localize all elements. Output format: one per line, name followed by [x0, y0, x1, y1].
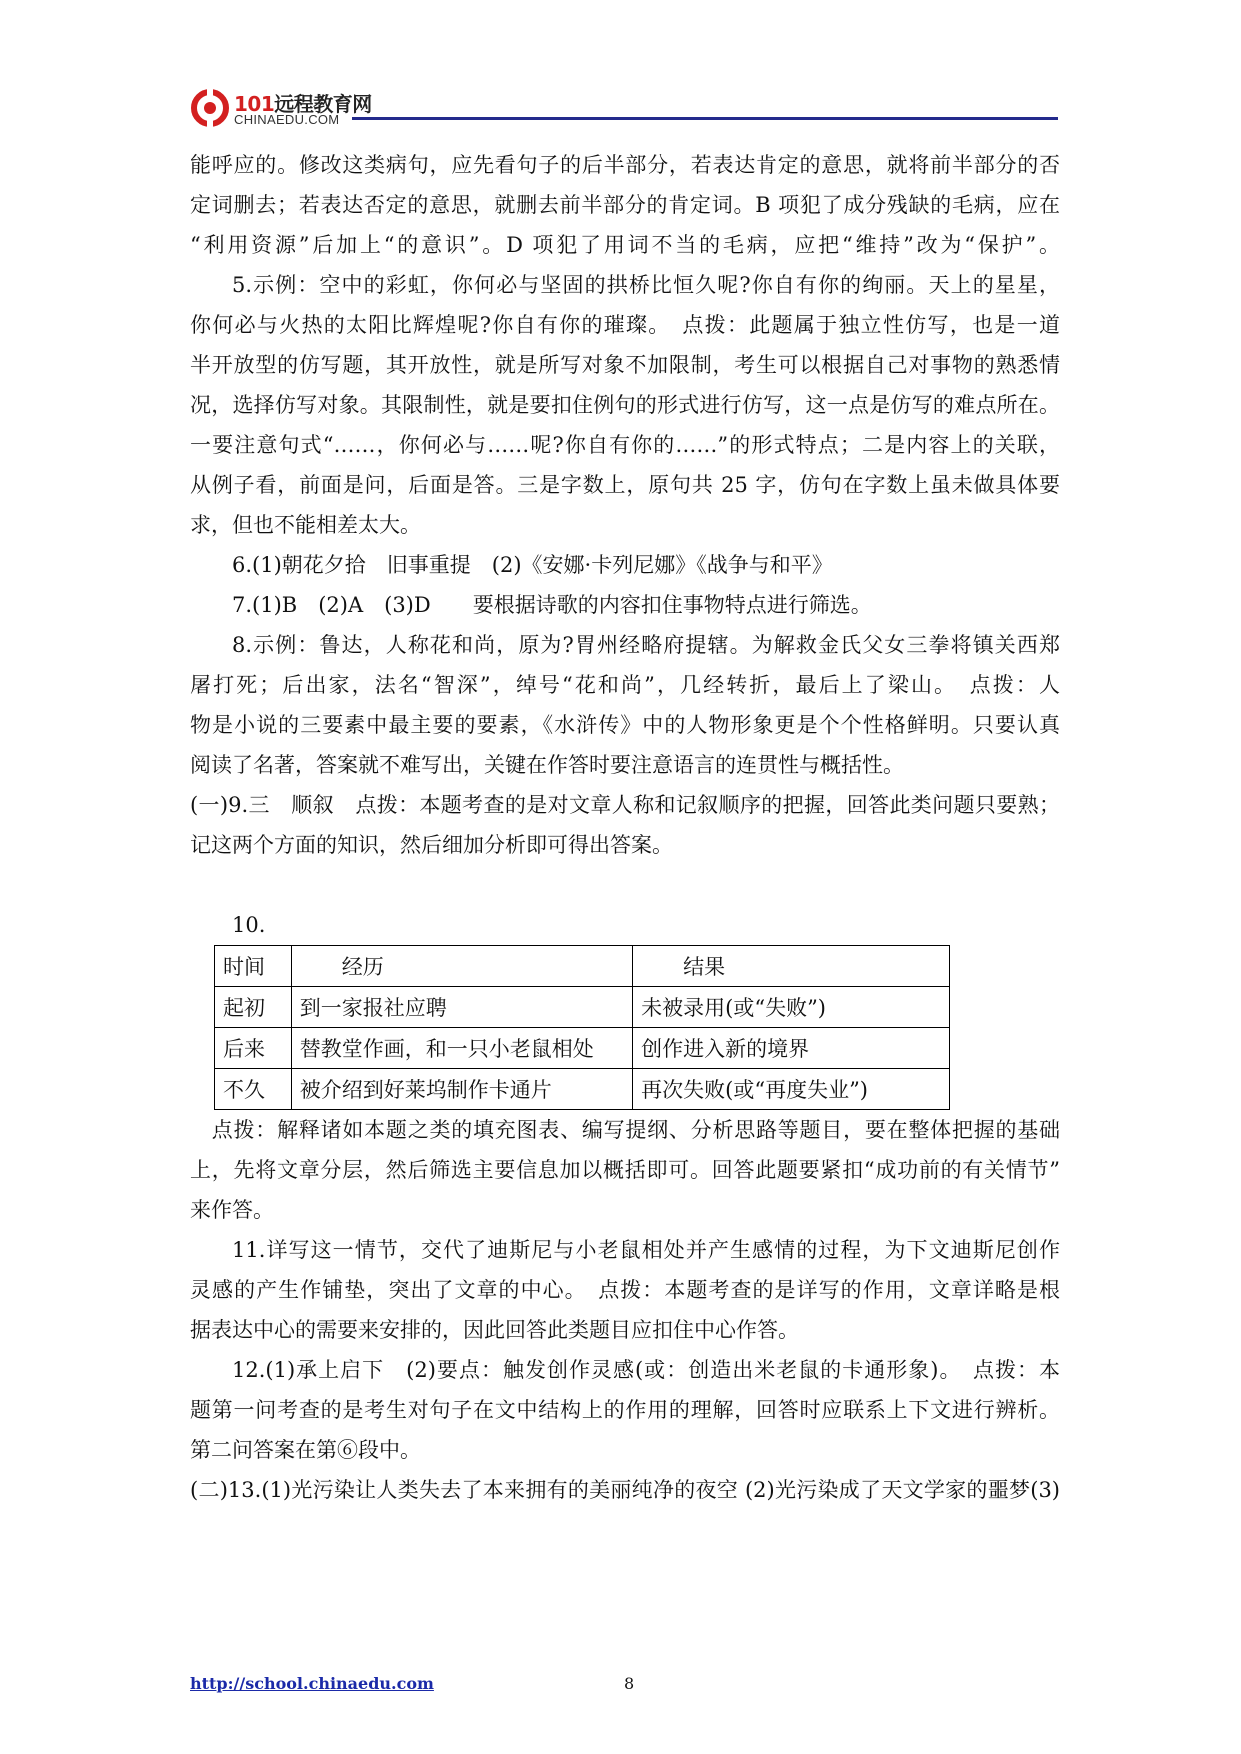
table-header-cell: 时间: [215, 946, 292, 987]
table-cell: 后来: [215, 1028, 292, 1069]
text-line: 求，但也不能相差太大。: [190, 513, 421, 537]
answer-block-1: [190, 145, 1060, 865]
text-line: 你何必与火热的太阳比辉煌呢?你自有你的璀璨。 点拨：此题属于独立性仿写，也是一道: [190, 313, 1060, 337]
text-line: 题第一问考查的是考生对句子在文中结构上的作用的理解，回答时应联系上下文进行辨析。: [190, 1398, 1060, 1422]
table-header-cell: 结果: [633, 946, 950, 987]
logo-emblem-icon: [190, 88, 230, 128]
text-line: 点拨：解释诸如本题之类的填充图表、编写提纲、分析思路等题目，要在整体把握的基础: [190, 1118, 1060, 1142]
logo-chinese-text: 101远程教育网: [234, 92, 372, 116]
site-logo: [190, 88, 370, 130]
text-line: 一要注意句式“……，你何必与……呢?你自有你的……”的形式特点；二是内容上的关联，: [190, 433, 1060, 457]
text-line: 定词删去；若表达否定的意思，就删去前半部分的肯定词。B 项犯了成分残缺的毛病，应在: [190, 193, 1060, 217]
text-line: 第二问答案在第⑥段中。: [190, 1438, 421, 1462]
text-line: “利用资源”后加上“的意识”。D 项犯了用词不当的毛病，应把“维持”改为“保护”。: [190, 233, 1060, 257]
text-line: 11.详写这一情节，交代了迪斯尼与小老鼠相处并产生感情的过程，为下文迪斯尼创作: [232, 1238, 1060, 1262]
question-10-label: 10.: [232, 913, 266, 937]
text-line: 能呼应的。修改这类病句，应先看句子的后半部分，若表达肯定的意思，就将前半部分的否: [190, 153, 1060, 177]
text-line: 8.示例：鲁达，人称花和尚，原为?胃州经略府提辖。为解救金氏父女三拳将镇关西郑: [232, 633, 1060, 657]
header-rule: [352, 117, 1058, 120]
text-line: 物是小说的三要素中最主要的要素，《水浒传》中的人物形象更是个个性格鲜明。只要认真: [190, 713, 1060, 737]
text-line: 7.(1)B (2)A (3)D 要根据诗歌的内容扣住事物特点进行筛选。: [232, 593, 872, 617]
table-row: [215, 987, 950, 1028]
text-line: 屠打死；后出家，法名“智深”，绰号“花和尚”，几经转折，最后上了梁山。 点拨：人: [190, 673, 1060, 697]
table-header-cell: 经历: [291, 946, 632, 987]
text-line: 灵感的产生作铺垫，突出了文章的中心。 点拨：本题考查的是详写的作用，文章详略是根: [190, 1278, 1060, 1302]
answer-block-2: [190, 1110, 1060, 1510]
text-line: 12.(1)承上启下 (2)要点：触发创作灵感(或：创造出米老鼠的卡通形象)。 点拨：本: [232, 1358, 1060, 1382]
table-cell: 替教堂作画，和一只小老鼠相处: [291, 1028, 632, 1069]
question-10-table: [214, 945, 950, 1110]
text-line: 上，先将文章分层，然后筛选主要信息加以概括即可。回答此题要紧扣“成功前的有关情节”: [190, 1158, 1060, 1182]
text-line: 记这两个方面的知识，然后细加分析即可得出答案。: [190, 833, 673, 857]
text-line: 6.(1)朝花夕拾 旧事重提 (2)《安娜·卡列尼娜》《战争与和平》: [232, 553, 833, 577]
table-header-row: [215, 946, 950, 987]
table-cell: 起初: [215, 987, 292, 1028]
table-cell: 再次失败(或“再度失业”): [633, 1069, 950, 1110]
blank-line: [190, 865, 1060, 905]
text-line: 阅读了名著，答案就不难写出，关键在作答时要注意语言的连贯性与概括性。: [190, 753, 904, 777]
table-cell: 未被录用(或“失败”): [633, 987, 950, 1028]
text-line: 半开放型的仿写题，其开放性，就是所写对象不加限制，考生可以根据自己对事物的熟悉情: [190, 353, 1060, 377]
table-cell: 创作进入新的境界: [633, 1028, 950, 1069]
text-line: 5.示例：空中的彩虹，你何必与坚固的拱桥比恒久呢?你自有你的绚丽。天上的星星，: [232, 273, 1060, 297]
text-line: 据表达中心的需要来安排的，因此回答此类题目应扣住中心作答。: [190, 1318, 799, 1342]
text-line: 况，选择仿写对象。其限制性，就是要扣住例句的形式进行仿写，这一点是仿写的难点所在。: [190, 393, 1060, 417]
text-line: 来作答。: [190, 1198, 274, 1222]
table-row: [215, 1069, 950, 1110]
page-number: 8: [624, 1674, 635, 1693]
text-line: 从例子看，前面是问，后面是答。三是字数上，原句共 25 字，仿句在字数上虽未做具体要: [190, 473, 1060, 497]
text-line: (二)13.(1)光污染让人类失去了本来拥有的美丽纯净的夜空 (2)光污染成了天文学家的噩梦(3): [190, 1478, 1060, 1502]
document-body: [190, 145, 1060, 1510]
table-cell: 不久: [215, 1069, 292, 1110]
table-cell: 被介绍到好莱坞制作卡通片: [291, 1069, 632, 1110]
logo-english-text: CHINAEDU.COM: [234, 112, 340, 127]
footer-site-link[interactable]: http://school.chinaedu.com: [190, 1674, 434, 1693]
table-cell: 到一家报社应聘: [291, 987, 632, 1028]
table-row: [215, 1028, 950, 1069]
text-line: (一)9.三 顺叙 点拨：本题考查的是对文章人称和记叙顺序的把握，回答此类问题只要熟；: [190, 793, 1060, 817]
